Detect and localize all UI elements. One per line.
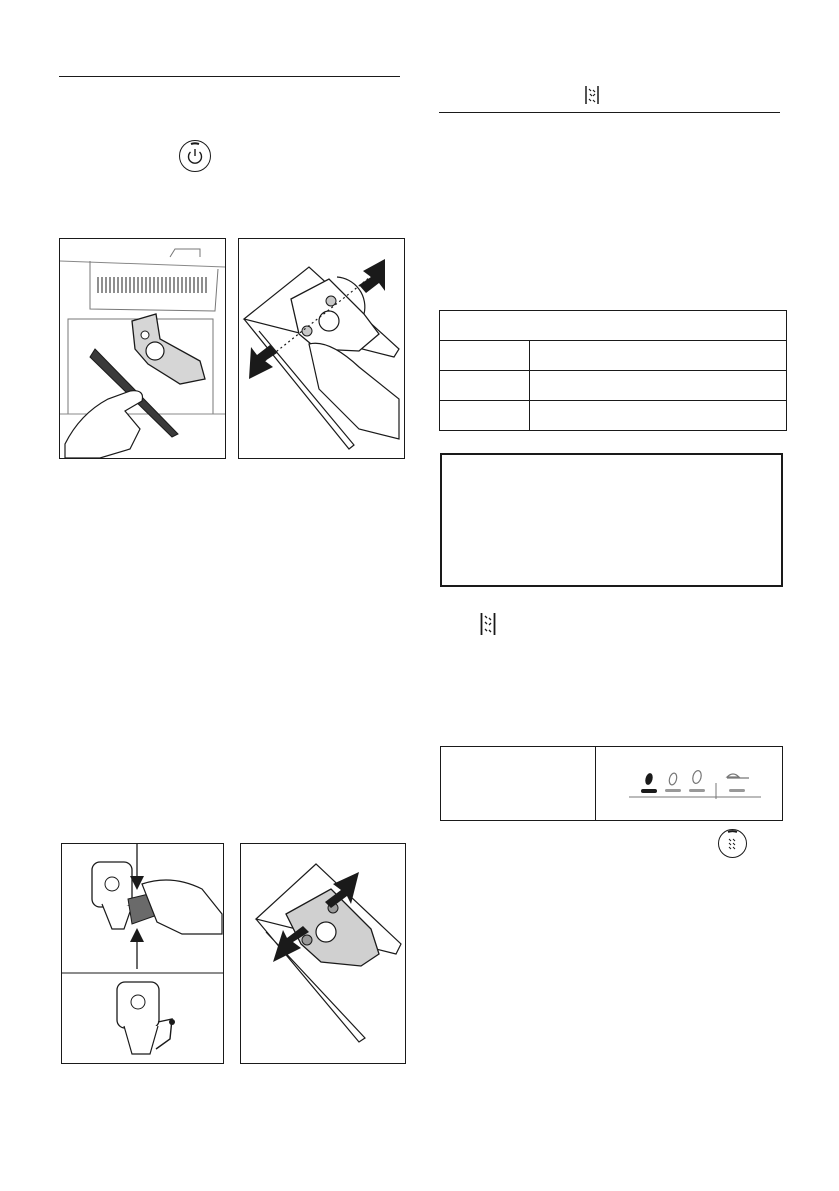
table-row	[440, 341, 787, 371]
table-cell-label	[440, 401, 530, 431]
bean-strength-2-icon	[665, 772, 681, 792]
ground-coffee-spoon-icon	[727, 774, 749, 792]
descale-button-icon	[719, 830, 746, 857]
note-box	[440, 453, 783, 587]
table-cell-value	[530, 401, 787, 431]
descale-icon	[585, 85, 599, 105]
bean-strength-3-icon	[689, 770, 705, 792]
power-button	[179, 140, 211, 172]
power-icon	[180, 141, 210, 171]
brew-unit-sliding-parts-illustration	[240, 843, 406, 1064]
descale-button	[718, 829, 747, 858]
table-row	[440, 401, 787, 431]
descale-icon	[480, 612, 496, 636]
table-cell-label	[440, 371, 530, 401]
section-top-rule	[59, 76, 400, 77]
brew-unit-lever-illustration	[61, 843, 224, 1064]
control-panel-illustration	[440, 746, 783, 821]
table-cell-value	[530, 341, 787, 371]
control-panel-indicators	[621, 765, 771, 805]
bean-strength-1-icon	[641, 772, 657, 793]
table-header-cell	[440, 311, 787, 341]
section-heading-rule	[439, 112, 780, 113]
table-row	[440, 371, 787, 401]
brew-unit-press-release-illustration	[238, 238, 405, 459]
brew-unit-removal-illustration	[59, 238, 226, 459]
table-cell-label	[440, 341, 530, 371]
table-header-row	[440, 311, 787, 341]
water-hardness-table	[439, 310, 787, 431]
panel-divider	[595, 747, 596, 820]
table-cell-value	[530, 371, 787, 401]
